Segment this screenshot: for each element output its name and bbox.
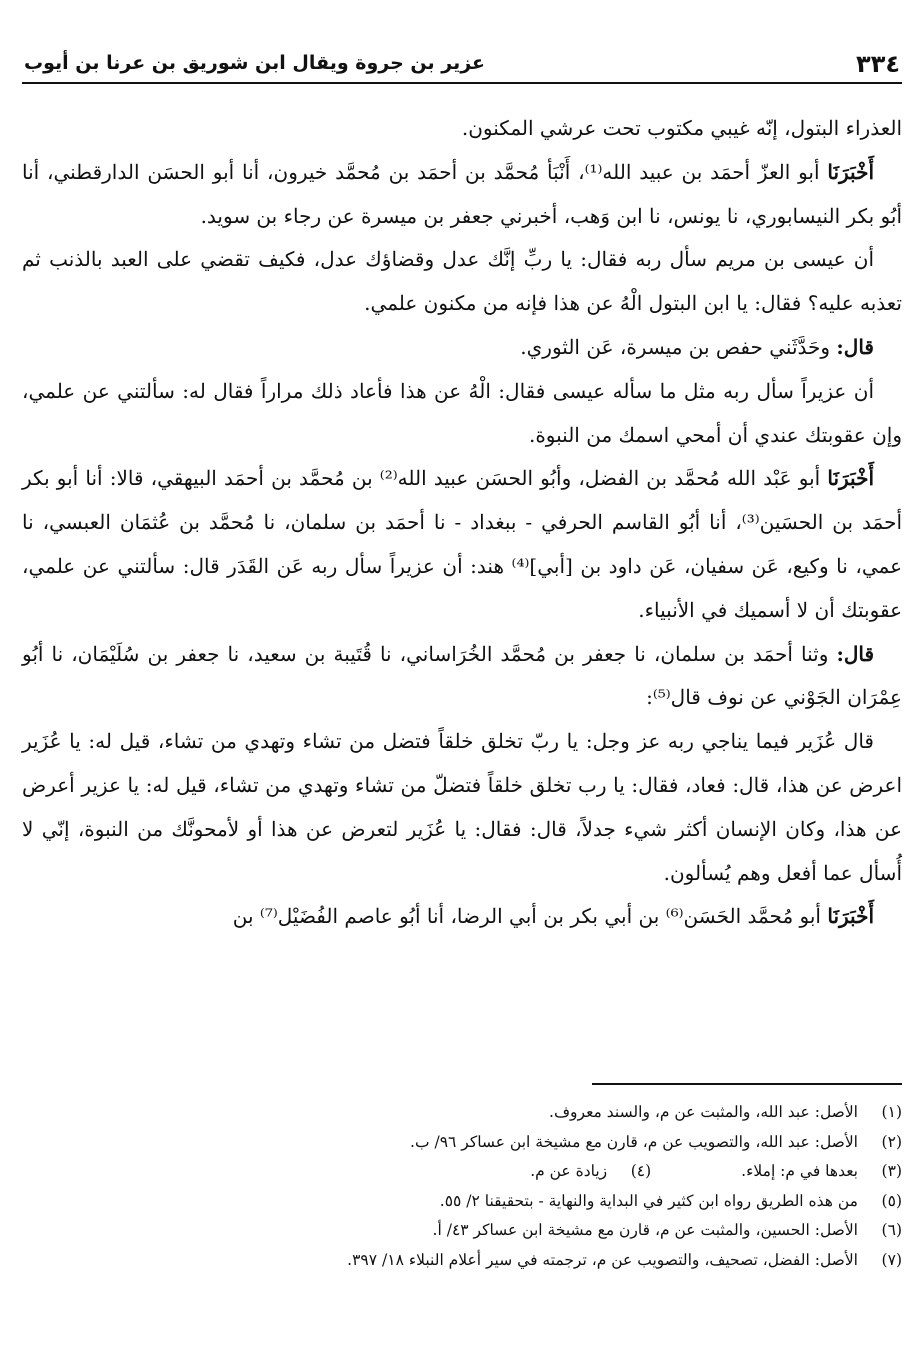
- page-header: [22, 46, 902, 84]
- paragraph: [22, 107, 902, 151]
- paragraph: [22, 370, 902, 458]
- footnote-text: الأصل: الفضل، تصحيف، والتصويب عن م، ترجمته في سير أعلام النبلاء ١٨/ ٣٩٧.: [347, 1250, 858, 1269]
- paragraph-text: قال عُزَير فيما يناجي ربه عز وجل: يا ربّ تخلق خلقاً فتضل من تشاء وتهدي من تشاء، قيل له: يا عُزَير اعرض عن هذا، قال: فعاد، فقال: يا رب تخلق خلقاً فتضلّ من تشاء وتهدي من تشاء، قيل له: يا عزير أعرض عن هذا، وكان الإنسان أكثر شيء جدلاً، قال: فقال: يا عُزَير لتعرض عن هذا أو لأمحونَّك من النبوة، إنّي لا أُسأل عما أفعل وهم يُسألون.: [22, 729, 902, 885]
- footnote-text: الأصل: الحسين، والمثبت عن م، قارن مع مشيخة ابن عساكر ٤٣/ أ.: [432, 1221, 858, 1239]
- page-number: ٣٣٤: [856, 50, 900, 78]
- footnote-number: (١): [881, 1103, 902, 1121]
- paragraph-text: وحَدَّثَني حفص بن ميسرة، عَن الثوري.: [520, 334, 837, 359]
- paragraph-text: أبو مُحمَّد الحَسَن⁽⁶⁾ بن أبي بكر بن أبي الرضا، أنا أبُو عاصم الفُضَيْل⁽⁷⁾ بن: [232, 904, 828, 929]
- footnote-text: الأصل: عبد الله، والمثبت عن م، والسند معروف.: [549, 1103, 858, 1121]
- footnote-text: زيادة عن م.: [530, 1162, 608, 1180]
- paragraph-lead: أَخْبَرَنَا: [827, 159, 874, 184]
- paragraph-lead: قال:: [836, 334, 874, 359]
- footnote-number: (٥): [881, 1191, 902, 1210]
- footnote-item: [60, 1246, 902, 1276]
- paragraph: [22, 238, 902, 326]
- paragraph-lead: أَخْبَرَنَا: [827, 466, 874, 491]
- footnote-item: [60, 1098, 902, 1128]
- paragraph: [22, 151, 902, 239]
- footnote-number: (٤): [630, 1162, 652, 1180]
- footnote-item: [60, 1157, 902, 1187]
- footnotes: [60, 1098, 902, 1275]
- paragraph: [22, 326, 902, 370]
- footnote-text: من هذه الطريق رواه ابن كثير في البداية والنهاية - بتحقيقنا ٢/ ٥٥.: [439, 1191, 858, 1210]
- footnote-text: الأصل: عبد الله، والتصويب عن م، قارن مع مشيخة ابن عساكر ٩٦/ ب.: [410, 1132, 858, 1151]
- footnote-number: (٣): [881, 1162, 902, 1180]
- footnote-item: [60, 1216, 902, 1246]
- footnote-number: (٦): [881, 1221, 902, 1239]
- paragraph-text: وثنا أحمَد بن سلمان، نا جعفر بن مُحمَّد الخُرَاساني، نا قُتَيبة بن سعيد، نا جعفر بن سُلَيْمَان، نا أبُو عِمْرَان الجَوْني عن نوف قال⁽⁵⁾:: [22, 641, 902, 710]
- paragraph: [22, 720, 902, 895]
- footnote-number: (٢): [881, 1132, 902, 1151]
- main-text: [22, 107, 902, 939]
- footnote-item: [60, 1187, 902, 1217]
- paragraph-text: أبو العزّ أحمَد بن عبيد الله⁽¹⁾، أَنْبَأ مُحمَّد بن أحمَد بن مُحمَّد خيرون، أنا أبو الحسَن الدارقطني، أنا أبُو بكر النيسابوري، نا يونس، نا ابن وَهب، أخبرني جعفر بن ميسرة عن رجاء بن سويد.: [22, 159, 902, 228]
- running-title: عزير بن جروة ويقال ابن شوريق بن عرنا بن أيوب: [24, 52, 486, 74]
- paragraph-lead: أَخْبَرَنَا: [827, 904, 874, 929]
- footnote-item: [60, 1128, 902, 1158]
- paragraph-text: العذراء البتول، إنّه غيبي مكتوب تحت عرشي المكنون.: [461, 116, 902, 140]
- paragraph-text: أن عيسى بن مريم سأل ربه فقال: يا ربِّ إنَّك عدل وقضاؤك عدل، فكيف تقضي على العبد بالذنب ثم تعذبه عليه؟ فقال: يا ابن البتول الْهُ عن هذا فإنه من مكنون علمي.: [22, 247, 902, 316]
- paragraph: [22, 633, 902, 721]
- paragraph-text: أن عزيراً سأل ربه مثل ما سأله عيسى فقال: الْهُ عن هذا فأعاد ذلك مراراً فقال له: سألتني عن علمي، وإن عقوبتك عندي أن أمحي اسمك من النبوة.: [22, 378, 902, 447]
- paragraph-lead: قال:: [836, 641, 875, 666]
- footnote-text: بعدها في م: إملاء.: [741, 1162, 858, 1180]
- paragraph: [22, 895, 902, 939]
- paragraph-text: أبو عَبْد الله مُحمَّد بن الفضل، وأبُو الحسَن عبيد الله⁽²⁾ بن مُحمَّد بن أحمَد البيهقي، قالا: أنا أبو بكر أحمَد بن الحسَين⁽³⁾، أنا أبُو القاسم الحرفي - ببغداد - نا أحمَد بن سلمان، نا مُحمَّد بن عُثمَان العبسي، نا عمي، نا وكيع، عَن سفيان، عَن داود بن [أبي]⁽⁴⁾ هند: أن عزيراً سأل ربه عَن القَدَر قال: سألتني عن علمي، عقوبتك أن لا أسميك في الأنبياء.: [22, 466, 903, 622]
- footnote-divider: [592, 1083, 902, 1085]
- footnote-number: (٧): [881, 1250, 902, 1269]
- paragraph: [22, 457, 902, 632]
